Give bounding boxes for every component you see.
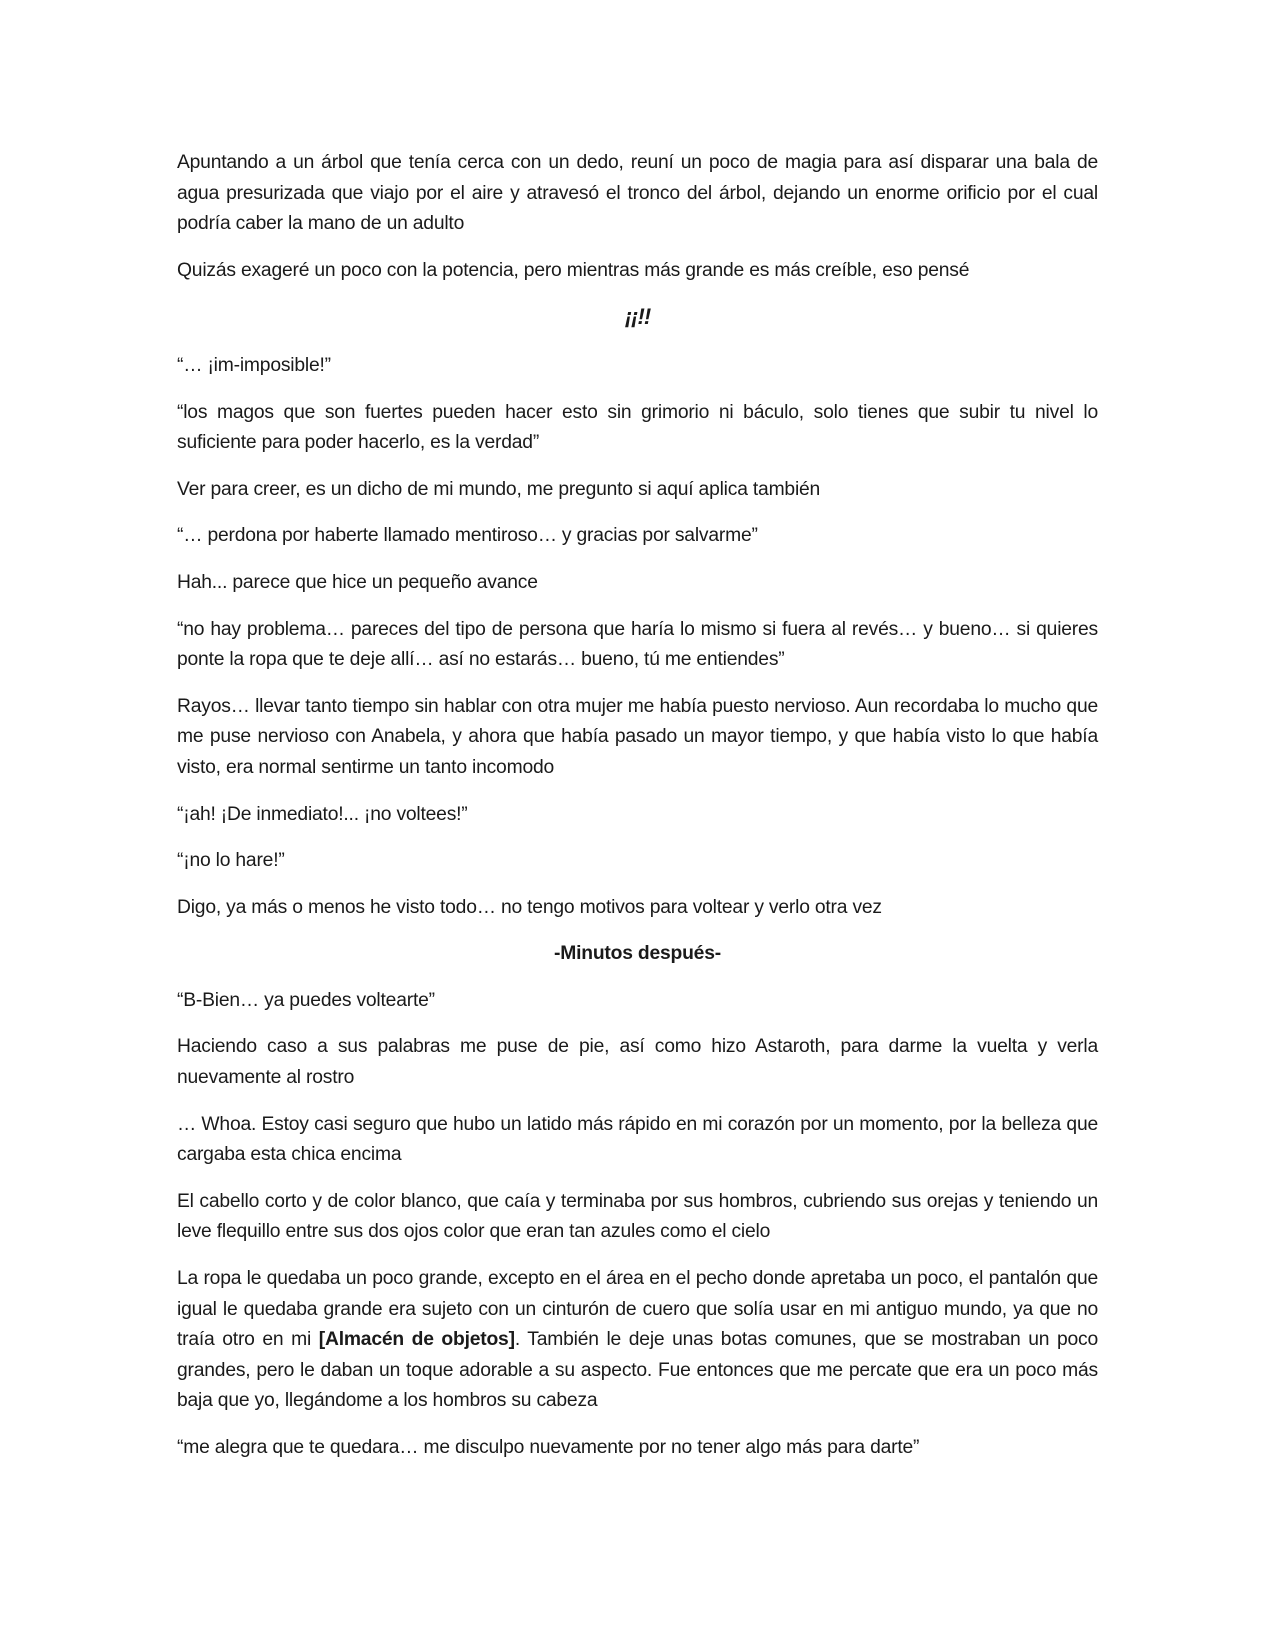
paragraph: … Whoa. Estoy casi seguro que hubo un latido más rápido en mi corazón por un momento, por la belleza que cargaba esta chica encima (177, 1113, 1098, 1166)
paragraph: Ver para creer, es un dicho de mi mundo, me pregunto si aquí aplica también (177, 478, 821, 500)
dialogue: “¡ah! ¡De inmediato!... ¡no voltees!” (177, 803, 468, 825)
scene-break-ornament (177, 302, 1098, 335)
text-run: La ropa le quedaba un poco grande, excepto en el área en el pecho donde apretaba un poco, el pantalón que igual le quedaba grande era sujeto con un cinturón de cuero que solía usar en mi antiguo mundo, ya que no traía otro en mi (177, 1268, 1098, 1351)
document-page (177, 148, 1098, 1480)
dialogue: “… ¡im-imposible!” (177, 354, 331, 376)
paragraph: Hah... parece que hice un pequeño avance (177, 571, 538, 593)
paragraph: Haciendo caso a sus palabras me puse de pie, así como hizo Astaroth, para darme la vuelta y verla nuevamente al rostro (177, 1036, 1098, 1089)
paragraph: Digo, ya más o menos he visto todo… no tengo motivos para voltear y verlo otra vez (177, 896, 882, 918)
dialogue: “¡no lo hare!” (177, 850, 285, 872)
paragraph (177, 1264, 1098, 1417)
dialogue: “no hay problema… pareces del tipo de persona que haría lo mismo si fuera al revés… y bueno… si quieres ponte la ropa que te deje allí… así no estarás… bueno, tú me entiendes” (177, 618, 1098, 671)
section-heading (177, 939, 1098, 970)
dialogue: “los magos que son fuertes pueden hacer esto sin grimorio ni báculo, solo tienes que subir tu nivel lo suficiente para poder hacerlo, es la verdad” (177, 401, 1098, 454)
section-heading-text: -Minutos después- (554, 943, 721, 965)
text-run: . También le deje unas botas comunes, que se mostraban un poco grandes, pero le daban un toque adorable a su aspecto. Fue entonces que me percate que era un poco más baja que yo, llegándome a los hombros su cabeza (177, 1329, 1098, 1412)
paragraph: Rayos… llevar tanto tiempo sin hablar con otra mujer me había puesto nervioso. Aun recordaba lo mucho que me puse nervioso con Anabela, y ahora que había pasado un mayor tiempo, y que había visto lo que había visto, era normal sentirme un tanto incomodo (177, 695, 1098, 778)
dialogue: “me alegra que te quedara… me disculpo nuevamente por no tener algo más para darte” (177, 1437, 920, 1458)
dialogue: “… perdona por haberte llamado mentiroso… y gracias por salvarme” (177, 525, 758, 547)
paragraph: Apuntando a un árbol que tenía cerca con un dedo, reuní un poco de magia para así disparar una bala de agua presurizada que viajo por el aire y atravesó el tronco del árbol, dejando un enorme orificio por el cual podría caber la mano de un adulto (177, 152, 1098, 235)
paragraph: El cabello corto y de color blanco, que caía y terminaba por sus hombros, cubriendo sus orejas y teniendo un leve flequillo entre sus dos ojos color que eran tan azules como el cielo (177, 1190, 1098, 1243)
paragraph: Quizás exageré un poco con la potencia, pero mientras más grande es más creíble, eso pensé (177, 259, 970, 281)
ornament-text: ¡¡!! (624, 304, 651, 330)
dialogue: “B-Bien… ya puedes voltearte” (177, 989, 435, 1011)
item-storage-term: [Almacén de objetos] (318, 1329, 515, 1351)
